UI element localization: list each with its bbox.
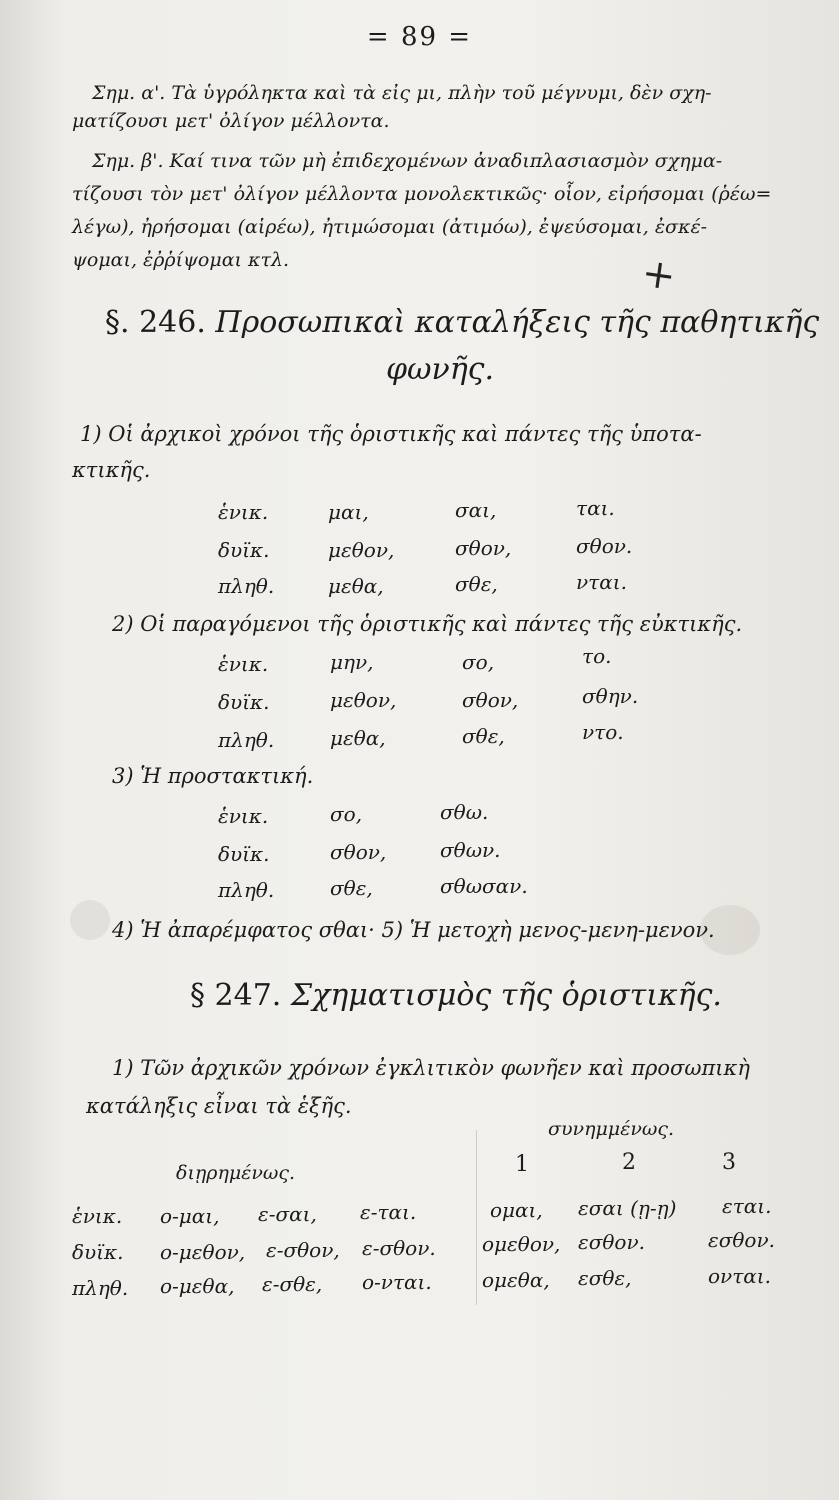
section-title-continued: φωνῆς. — [386, 352, 495, 387]
ending-cell: ντο. — [582, 720, 624, 744]
ending-cell: ε-σθον. — [362, 1236, 436, 1260]
ending-cell: εσθον. — [578, 1230, 645, 1254]
rule-item: 3) Ἡ προστακτική. — [112, 764, 314, 788]
ink-stain — [70, 900, 110, 940]
note-b-line: λέγω), ἠρήσομαι (αἱρέω), ἠτιμώσομαι (ἀτιμόω), ἐψεύσομαι, ἐσκέ- — [72, 216, 708, 238]
ending-cell: σθον, — [455, 536, 512, 560]
ending-cell: σθων. — [440, 838, 501, 862]
number-label: ἑνικ. — [218, 652, 269, 676]
section-number: §. 246. — [105, 305, 206, 340]
ending-cell: σθε, — [330, 876, 373, 900]
ending-cell: εται. — [722, 1194, 772, 1218]
ending-cell: ο-μαι, — [160, 1204, 220, 1228]
section-title: Σχηματισμὸς τῆς ὁριστικῆς. — [290, 978, 722, 1013]
rule-item: 4) Ἡ ἀπαρέμφατος σθαι· 5) Ἡ μετοχὴ μενος-μενη-μενον. — [112, 918, 715, 942]
ending-cell: σο, — [330, 802, 363, 826]
note-b-line: Σημ. β'. Καί τινα τῶν μὴ ἐπιδεχομένων ἀναδιπλασιασμὸν σχημα- — [92, 150, 723, 172]
ending-cell: μεθα, — [330, 726, 386, 750]
note-a-line: ματίζουσι μετ' ὀλίγον μέλλοντα. — [72, 110, 390, 132]
ending-cell: ε-σθε, — [262, 1272, 323, 1296]
ending-cell: σθω. — [440, 800, 489, 824]
number-label: ἑνικ. — [218, 500, 269, 524]
ending-cell: σο, — [462, 650, 495, 674]
number-label: ἑνικ. — [218, 804, 269, 828]
ending-cell: μαι, — [328, 500, 369, 524]
ending-cell: μεθα, — [328, 574, 384, 598]
rule-item: 2) Οἱ παραγόμενοι τῆς ὁριστικῆς καὶ πάντες τῆς εὐκτικῆς. — [112, 612, 743, 636]
ending-cell: σθον. — [576, 534, 633, 558]
ending-cell: εσαι (ῃ-ῃ) — [578, 1196, 677, 1220]
ending-cell: ε-σαι, — [258, 1202, 317, 1226]
column-header-separated: διῃρημένως. — [176, 1162, 296, 1184]
ending-cell: ομεθα, — [482, 1268, 550, 1292]
ending-cell: ο-νται. — [362, 1270, 432, 1294]
rule-item: 1) Οἱ ἀρχικοὶ χρόνοι τῆς ὁριστικῆς καὶ πάντες τῆς ὑποτα- — [80, 422, 702, 446]
column-header-combined: συνημμένως. — [548, 1118, 675, 1140]
ending-cell: σθον, — [462, 688, 519, 712]
number-label: ἑνικ. — [72, 1204, 123, 1228]
number-label: πληθ. — [72, 1276, 129, 1300]
number-label: πληθ. — [218, 878, 275, 902]
number-label: δυϊκ. — [218, 690, 270, 714]
column-number: 3 — [722, 1150, 736, 1175]
number-label: πληθ. — [218, 574, 275, 598]
section-247-heading — [190, 978, 722, 1013]
ending-cell: μην, — [330, 650, 374, 674]
ending-cell: σθον, — [330, 840, 387, 864]
number-label: πληθ. — [218, 728, 275, 752]
page-number: = 89 = — [366, 22, 473, 52]
note-a-line: Σημ. α'. Τὰ ὑγρόληκτα καὶ τὰ εἰς μι, πλὴν τοῦ μέγνυμι, δὲν σχη- — [92, 82, 712, 104]
section-246-heading — [105, 305, 819, 340]
ending-cell: ε-σθον, — [266, 1238, 340, 1262]
ending-cell: ομαι, — [490, 1198, 543, 1222]
ending-cell: ονται. — [708, 1264, 771, 1288]
number-label: δυϊκ. — [72, 1240, 124, 1264]
pencil-cross-mark: + — [638, 249, 679, 301]
ending-cell: ε-ται. — [360, 1200, 417, 1224]
ending-cell: σθε, — [462, 724, 505, 748]
ending-cell: εσθον. — [708, 1228, 775, 1252]
ending-cell: σθε, — [455, 572, 498, 596]
ending-cell: μεθον, — [330, 688, 397, 712]
ending-cell: ται. — [576, 496, 615, 520]
section-title: Προσωπικαὶ καταλήξεις τῆς παθητικῆς — [215, 305, 820, 340]
ending-cell: σθωσαν. — [440, 874, 528, 898]
note-b-line: τίζουσι τὸν μετ' ὀλίγον μέλλοντα μονολεκτικῶς· οἷον, εἰρήσομαι (ῥέω= — [72, 183, 772, 205]
ending-cell: το. — [582, 644, 612, 668]
number-label: δυϊκ. — [218, 538, 270, 562]
column-number: 1 — [515, 1152, 529, 1177]
column-divider — [476, 1130, 477, 1305]
column-number: 2 — [622, 1150, 636, 1175]
ending-cell: σθην. — [582, 684, 639, 708]
rule-item-continued: κτικῆς. — [72, 458, 151, 482]
ending-cell: νται. — [576, 570, 627, 594]
ending-cell: μεθον, — [328, 538, 395, 562]
note-b-line: ψομαι, ἐῤῥίψομαι κτλ. — [72, 249, 290, 271]
section-number: § 247. — [190, 978, 282, 1013]
ending-cell: ο-μεθον, — [160, 1240, 246, 1264]
rule-item-continued: κατάληξις εἶναι τὰ ἑξῆς. — [86, 1094, 352, 1118]
ending-cell: ομεθον, — [482, 1232, 561, 1256]
ending-cell: ο-μεθα, — [160, 1274, 235, 1298]
rule-item: 1) Τῶν ἀρχικῶν χρόνων ἐγκλιτικὸν φωνῆεν καὶ προσωπικὴ — [112, 1056, 750, 1080]
ending-cell: σαι, — [455, 498, 497, 522]
number-label: δυϊκ. — [218, 842, 270, 866]
ending-cell: εσθε, — [578, 1266, 632, 1290]
